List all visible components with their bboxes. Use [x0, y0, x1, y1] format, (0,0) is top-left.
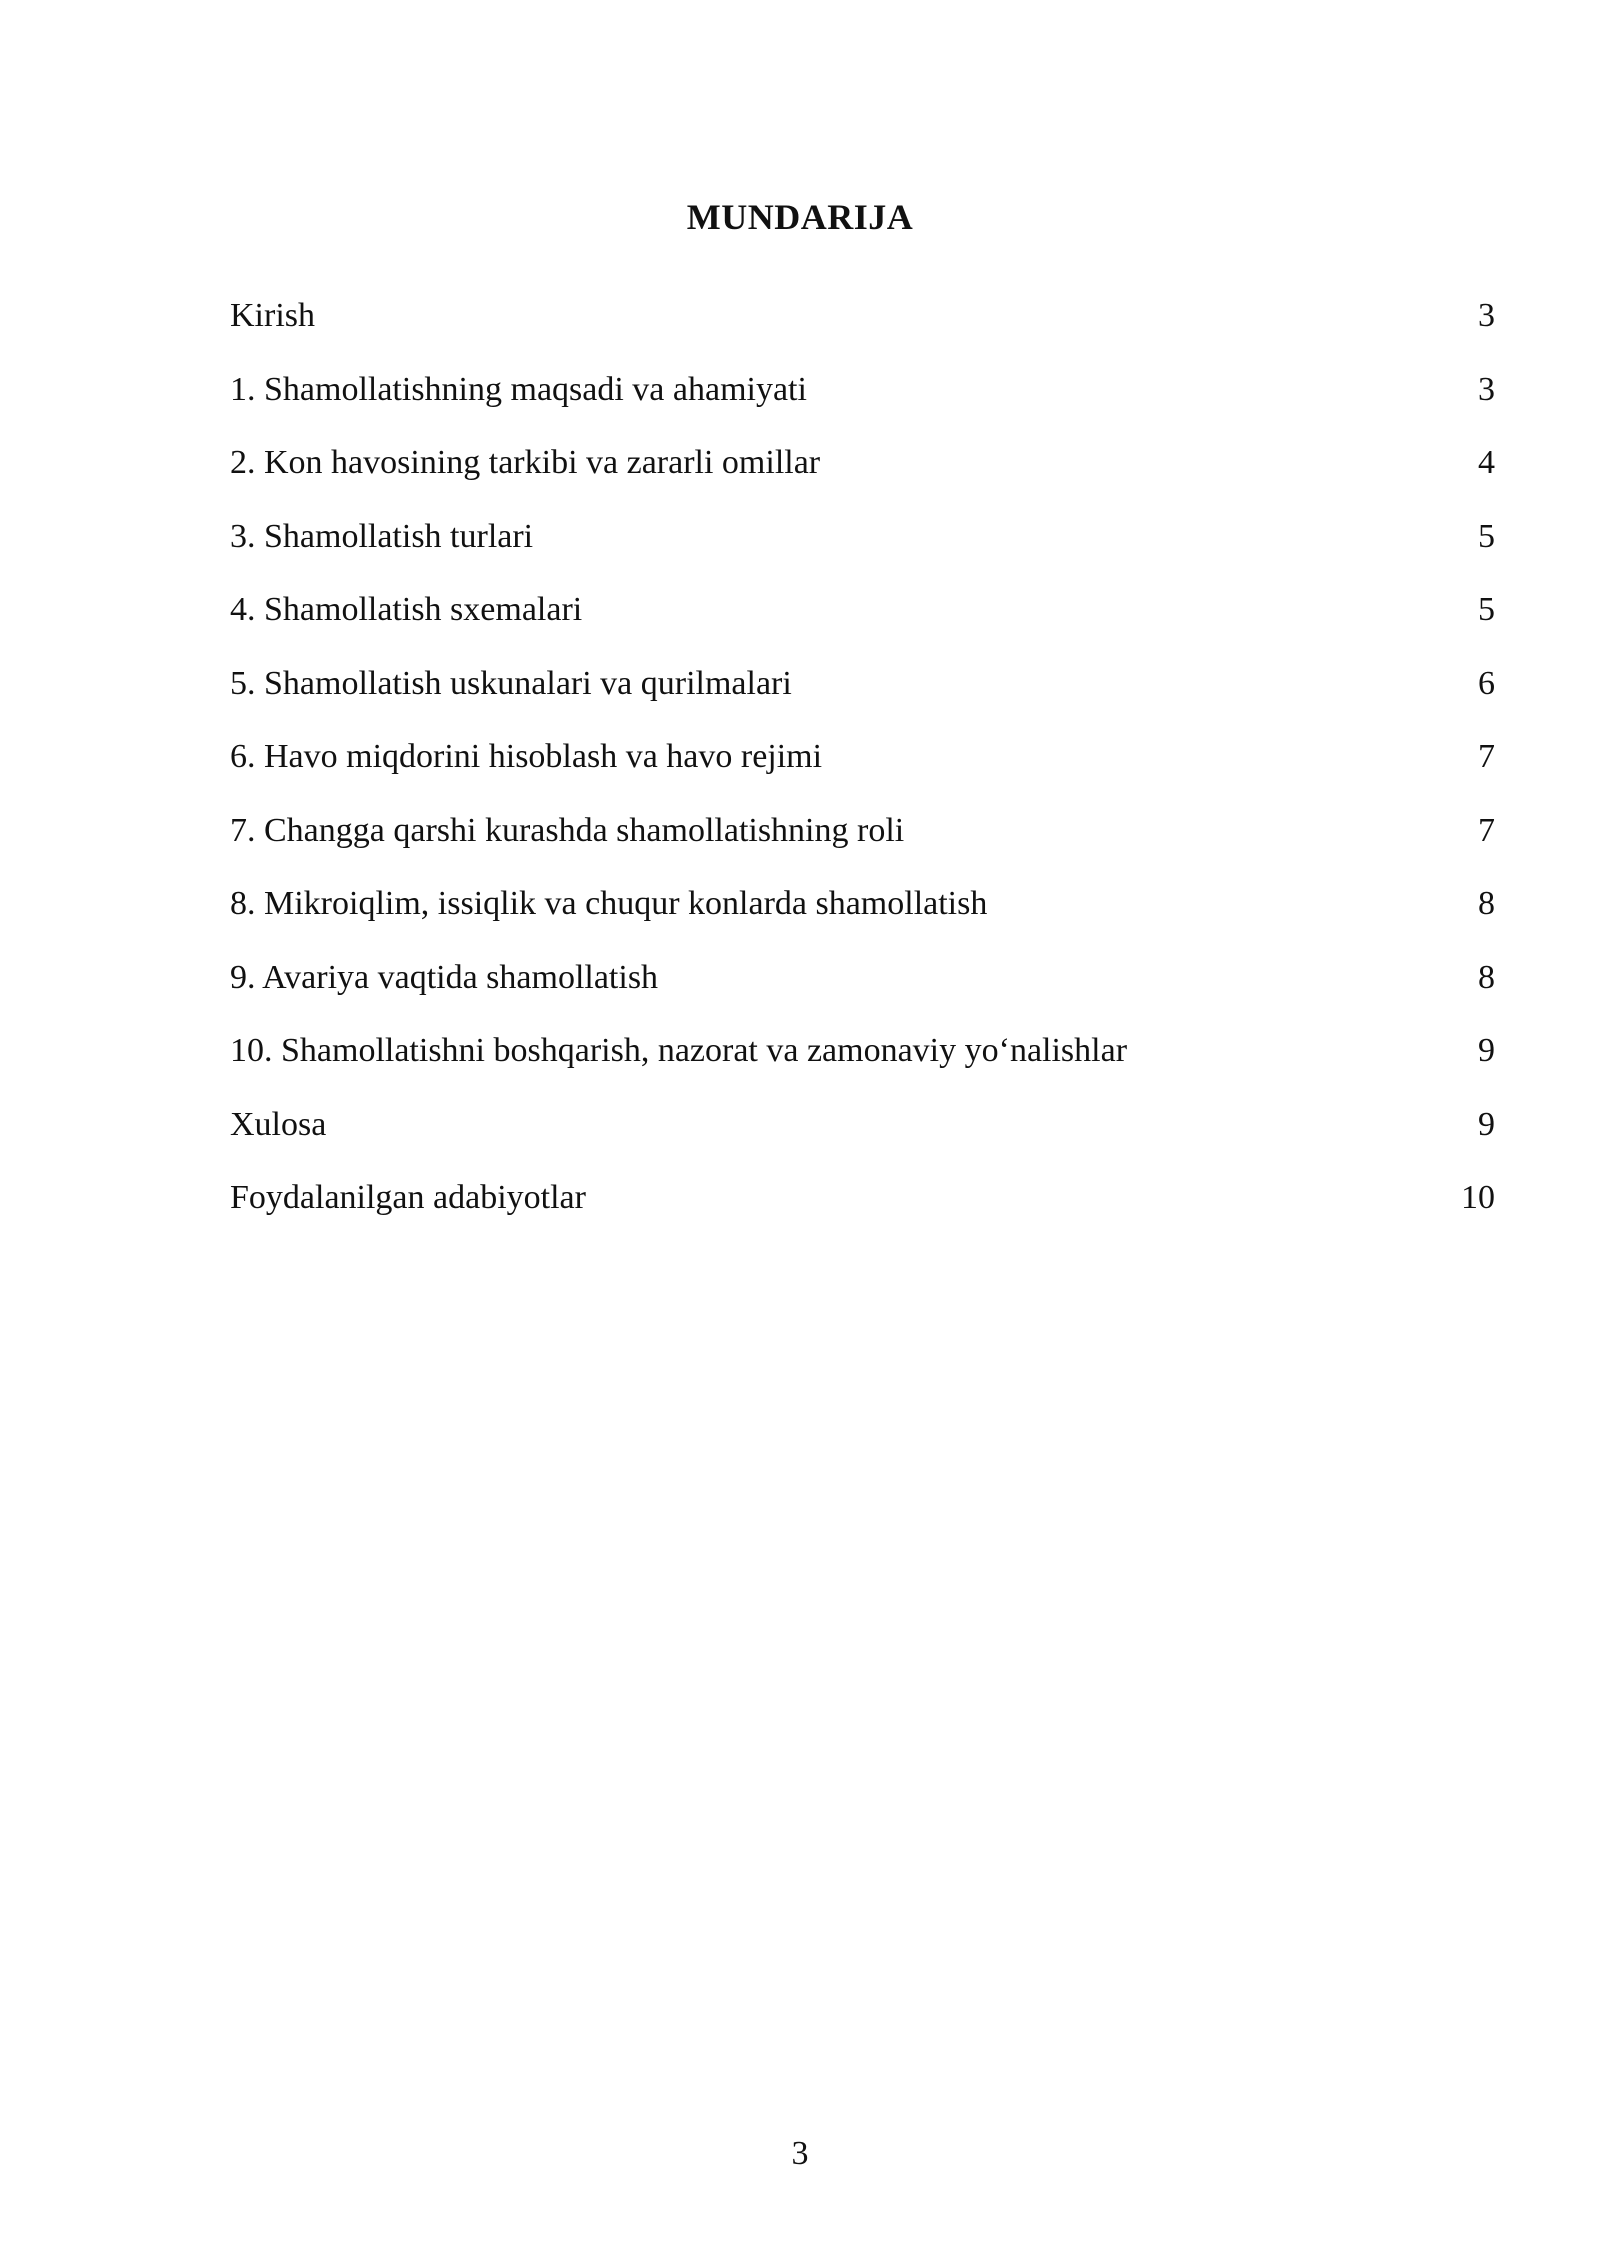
toc-entry-xulosa[interactable]	[230, 1099, 1495, 1173]
toc-entry-page: 6	[1478, 664, 1495, 702]
toc-entry-page: 9	[1478, 1032, 1495, 1069]
toc-entry-label: Kirish	[230, 297, 315, 334]
toc-entry-label: 5. Shamollatish uskunalari va qurilmalari	[230, 664, 792, 702]
toc-entry-adabiyotlar[interactable]	[230, 1172, 1495, 1246]
toc-entry-page: 10	[1461, 1179, 1495, 1216]
toc-entry-2[interactable]	[230, 437, 1495, 511]
page-number: 3	[791, 2135, 809, 2172]
toc-entry-page: 8	[1478, 885, 1495, 922]
toc-entry-1[interactable]	[230, 364, 1495, 438]
table-of-contents	[230, 290, 1495, 1246]
toc-entry-10[interactable]	[230, 1025, 1495, 1099]
toc-entry-page: 5	[1478, 517, 1495, 555]
toc-entry-label: 8. Mikroiqlim, issiqlik va chuqur konlarda shamollatish	[230, 885, 988, 922]
toc-title: MUNDARIJA	[686, 197, 914, 237]
toc-entry-9[interactable]	[230, 952, 1495, 1026]
toc-entry-3[interactable]	[230, 511, 1495, 585]
toc-entry-page: 5	[1478, 591, 1495, 628]
toc-entry-label: 6. Havo miqdorini hisoblash va havo rejimi	[230, 738, 823, 775]
toc-entry-page: 3	[1478, 297, 1495, 334]
toc-entry-page: 8	[1478, 958, 1495, 996]
toc-entry-4[interactable]	[230, 584, 1495, 658]
toc-entry-8[interactable]	[230, 878, 1495, 952]
toc-entry-page: 3	[1478, 370, 1495, 408]
toc-entry-kirish[interactable]	[230, 290, 1495, 364]
toc-entry-7[interactable]	[230, 805, 1495, 879]
toc-entry-page: 4	[1478, 444, 1495, 481]
toc-entry-label: 3. Shamollatish turlari	[230, 517, 534, 555]
toc-entry-label: 2. Kon havosining tarkibi va zararli omillar	[230, 444, 821, 481]
toc-entry-label: 1. Shamollatishning maqsadi va ahamiyati	[230, 370, 807, 408]
toc-entry-5[interactable]	[230, 658, 1495, 732]
toc-entry-page: 7	[1478, 811, 1495, 849]
toc-entry-label: 4. Shamollatish sxemalari	[230, 591, 583, 628]
toc-entry-label: 10. Shamollatishni boshqarish, nazorat va zamonaviy yo‘nalishlar	[230, 1032, 1128, 1069]
toc-entry-page: 9	[1478, 1105, 1495, 1143]
toc-entry-6[interactable]	[230, 731, 1495, 805]
toc-entry-label: Foydalanilgan adabiyotlar	[230, 1179, 586, 1216]
toc-entry-label: 7. Changga qarshi kurashda shamollatishning roli	[230, 811, 905, 849]
toc-entry-page: 7	[1478, 738, 1495, 775]
toc-entry-label: Xulosa	[230, 1105, 327, 1143]
toc-entry-label: 9. Avariya vaqtida shamollatish	[230, 958, 659, 996]
